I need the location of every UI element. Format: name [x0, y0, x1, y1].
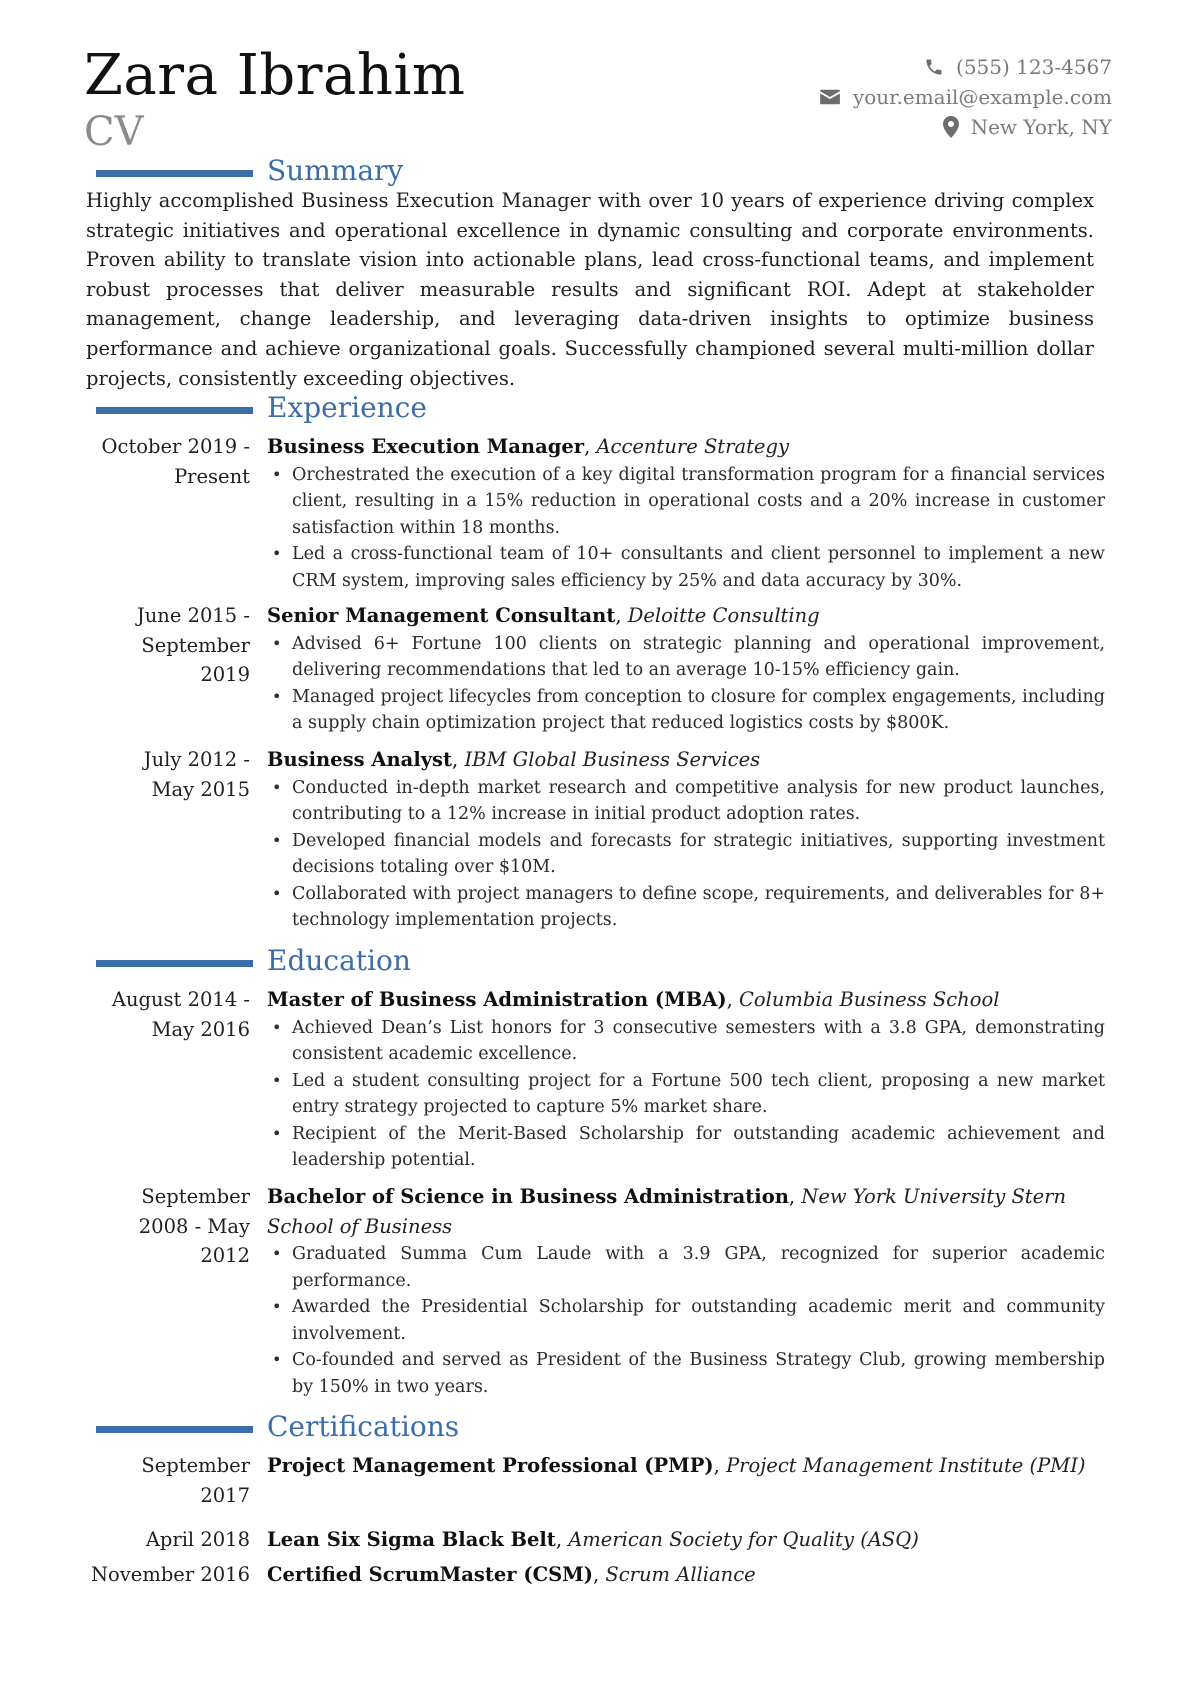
list-item: • Advised 6+ Fortune 100 clients on strategic planning and operational improvement, delivering recommendations that led to an average 10-15% efficiency gain.	[292, 631, 1105, 684]
section-title-education: Education	[267, 944, 411, 977]
entry-degree: Bachelor of Science in Business Administration	[267, 1185, 789, 1208]
date-line: September	[141, 1185, 250, 1208]
envelope-icon	[819, 88, 841, 106]
date-line: 2019	[200, 663, 250, 687]
contact-block	[819, 52, 1112, 142]
document-subtitle: CV	[84, 109, 144, 155]
entry-body: Master of Business Administration (MBA), Columbia Business School • Achieved Dean’s List honors for 3 consecutive semesters with a 3.8 GPA, demonstrating consistent academic excellence. • Led a student consulting project for a Fortune 500 tech client, proposing a new market entry strategy projected to capture 5% market share. • Recipient of the Merit-Based Scholarship for outstanding academic achievement and leadership potential.	[267, 985, 1105, 1174]
list-item: • Developed financial models and forecasts for strategic initiatives, supporting investment decisions totaling over $10M.	[292, 828, 1105, 881]
section-accent-bar	[96, 960, 253, 967]
email-address[interactable]: your.email@example.com	[852, 85, 1112, 109]
section-accent-bar	[96, 407, 253, 414]
section-title-certifications: Certifications	[267, 1410, 460, 1443]
phone-icon	[924, 57, 944, 77]
location-text: New York, NY	[970, 115, 1112, 139]
list-item: • Led a student consulting project for a Fortune 500 tech client, proposing a new market entry strategy projected to capture 5% market share.	[292, 1068, 1105, 1121]
phone-number: (555) 123-4567	[956, 55, 1112, 79]
date-line: 2017	[200, 1483, 250, 1507]
date-line: April 2018	[145, 1528, 250, 1551]
entry-body: Project Management Professional (PMP), Project Management Institute (PMI)	[267, 1454, 1086, 1477]
entry-bullets	[267, 1241, 1105, 1400]
entry-date	[70, 745, 250, 804]
date-line: September	[141, 633, 250, 657]
list-item: • Achieved Dean’s List honors for 3 consecutive semesters with a 3.8 GPA, demonstrating consistent academic excellence.	[292, 1015, 1105, 1068]
entry-organization: Deloitte Consulting	[627, 604, 820, 627]
entry-date	[70, 1182, 250, 1271]
list-item: • Orchestrated the execution of a key digital transformation program for a financial services client, resulting in a 15% reduction in operational costs and a 20% increase in customer satisfaction within 18 months.	[292, 462, 1105, 542]
list-item: • Awarded the Presidential Scholarship for outstanding academic merit and community involvement.	[292, 1294, 1105, 1347]
contact-email	[819, 82, 1112, 112]
experience-section-header	[0, 393, 1190, 427]
list-item: • Conducted in-depth market research and competitive analysis for new product launches, contributing to a 12% increase in initial product adoption rates.	[292, 775, 1105, 828]
entry-date	[70, 432, 250, 491]
entry-date	[70, 1451, 250, 1510]
list-item: • Led a cross-functional team of 10+ consultants and client personnel to implement a new CRM system, improving sales efficiency by 25% and data accuracy by 30%.	[292, 541, 1105, 594]
entry-date	[70, 1560, 250, 1590]
date-line: July 2012 -	[143, 748, 250, 771]
date-line: Present	[174, 464, 250, 488]
entry-degree: Master of Business Administration (MBA)	[267, 988, 727, 1011]
certification-name: Lean Six Sigma Black Belt	[267, 1528, 556, 1551]
entry-institution: Columbia Business School	[738, 988, 1000, 1011]
list-item: • Managed project lifecycles from conception to closure for complex engagements, including a supply chain optimization project that reduced logistics costs by $800K.	[292, 684, 1105, 737]
entry-body: Senior Management Consultant, Deloitte Consulting • Advised 6+ Fortune 100 clients on strategic planning and operational improvement, delivering recommendations that led to an average 10-15% efficiency gain. • Managed project lifecycles from conception to closure for complex engagements, including a supply chain optimization project that reduced logistics costs by $800K.	[267, 601, 1105, 737]
entry-institution: New York University Stern School of Business	[267, 1185, 1067, 1238]
entry-organization: Accenture Strategy	[596, 435, 789, 458]
entry-date	[70, 985, 250, 1044]
section-accent-bar	[96, 170, 253, 177]
entry-date	[70, 601, 250, 690]
entry-body: Business Analyst, IBM Global Business Services • Conducted in-depth market research and competitive analysis for new product launches, contributing to a 12% increase in initial product adoption rates. • Developed financial models and forecasts for strategic initiatives, supporting investment decisions totaling over $10M. • Collaborated with project managers to define scope, requirements, and deliverables for 8+ technology implementation projects.	[267, 745, 1105, 934]
list-item: • Collaborated with project managers to define scope, requirements, and deliverables for 8+ technology implementation projects.	[292, 881, 1105, 934]
section-title-summary: Summary	[267, 154, 404, 187]
date-line: 2012	[200, 1244, 250, 1268]
list-item: • Co-founded and served as President of the Business Strategy Club, growing membership by 150% in two years.	[292, 1347, 1105, 1400]
certification-issuer: Scrum Alliance	[605, 1563, 756, 1586]
date-line: 2008 - May	[138, 1214, 250, 1238]
entry-body: Bachelor of Science in Business Administration, New York University Stern School of Business • Graduated Summa Cum Laude with a 3.9 GPA, recognized for superior academic performance. • Awarded the Presidential Scholarship for outstanding academic merit and community involvement. • Co-founded and served as President of the Business Strategy Club, growing membership by 150% in two years.	[267, 1182, 1105, 1400]
contact-phone	[819, 52, 1112, 82]
entry-bullets	[267, 1015, 1105, 1174]
section-title-experience: Experience	[267, 391, 427, 424]
certification-name: Project Management Professional (PMP)	[267, 1454, 714, 1477]
certification-issuer: Project Management Institute (PMI)	[726, 1454, 1086, 1477]
entry-bullets	[267, 775, 1105, 934]
date-line: June 2015 -	[136, 604, 250, 627]
list-item: • Recipient of the Merit-Based Scholarship for outstanding academic achievement and leadership potential.	[292, 1121, 1105, 1174]
summary-text: Highly accomplished Business Execution Manager with over 10 years of experience driving complex strategic initiatives and operational excellence in dynamic consulting and corporate environments. Proven ability to translate vision into actionable plans, lead cross-functional teams, and implement robust processes that deliver measurable results and significant ROI. Adept at stakeholder management, change leadership, and leveraging data-driven insights to optimize business performance and achieve organizational goals. Successfully championed several multi-million dollar projects, consistently exceeding objectives.	[86, 189, 1094, 390]
date-line: August 2014 -	[111, 988, 250, 1011]
entry-bullets	[267, 631, 1105, 737]
education-section-header	[0, 946, 1190, 980]
section-accent-bar	[96, 1426, 253, 1433]
certification-name: Certified ScrumMaster (CSM)	[267, 1563, 593, 1586]
entry-body: Certified ScrumMaster (CSM), Scrum Alliance	[267, 1563, 756, 1586]
entry-organization: IBM Global Business Services	[464, 748, 761, 771]
date-line: May 2016	[151, 1017, 250, 1041]
entry-bullets	[267, 462, 1105, 595]
date-line: November 2016	[90, 1563, 250, 1586]
person-name: Zara Ibrahim	[84, 43, 466, 108]
list-item: • Graduated Summa Cum Laude with a 3.9 GPA, recognized for superior academic performance.	[292, 1241, 1105, 1294]
entry-role: Business Execution Manager	[267, 435, 585, 458]
date-line: May 2015	[151, 777, 250, 801]
date-line: September	[141, 1454, 250, 1477]
summary-section-header	[0, 156, 1190, 190]
certifications-section-header	[0, 1412, 1190, 1446]
map-pin-icon	[943, 116, 959, 138]
entry-date	[70, 1525, 250, 1555]
certification-issuer: American Society for Quality (ASQ)	[568, 1528, 919, 1551]
entry-role: Business Analyst	[267, 748, 453, 771]
contact-location	[819, 112, 1112, 142]
entry-body: Business Execution Manager, Accenture Strategy • Orchestrated the execution of a key digital transformation program for a financial services client, resulting in a 15% reduction in operational costs and a 20% increase in customer satisfaction within 18 months. • Led a cross-functional team of 10+ consultants and client personnel to implement a new CRM system, improving sales efficiency by 25% and data accuracy by 30%.	[267, 432, 1105, 594]
entry-body: Lean Six Sigma Black Belt, American Society for Quality (ASQ)	[267, 1528, 919, 1551]
entry-role: Senior Management Consultant	[267, 604, 616, 627]
date-line: October 2019 -	[101, 435, 250, 458]
